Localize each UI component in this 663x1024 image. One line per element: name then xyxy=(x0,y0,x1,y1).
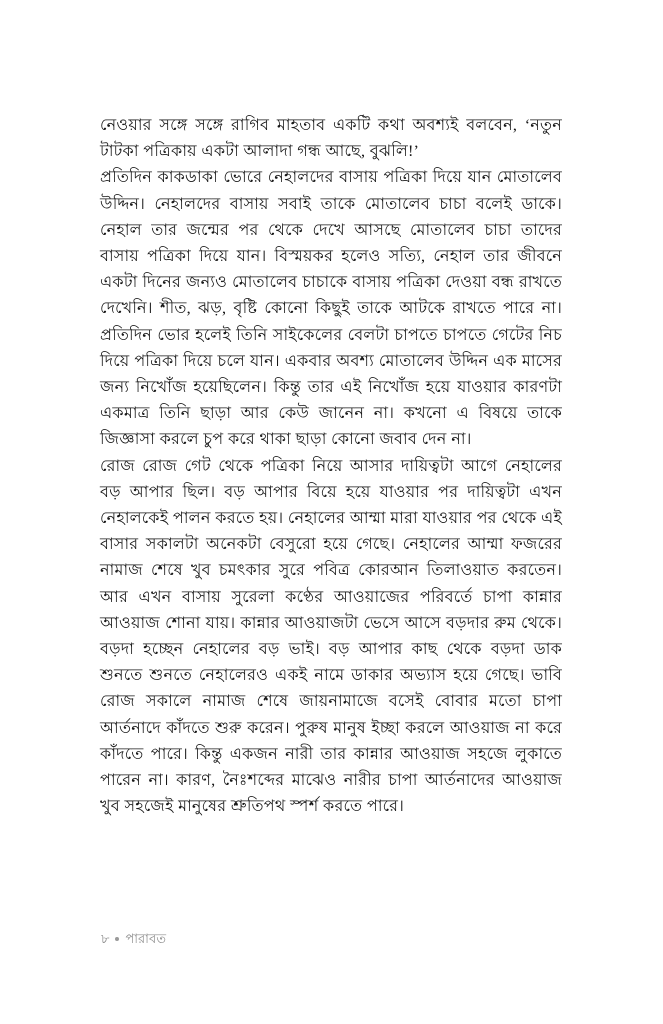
paragraph-1: নেওয়ার সঙ্গে সঙ্গে রাগিব মাহতাব একটি কথা অবশ্যই বলবেন, ‘নতুন টাটকা পত্রিকায় একটা আলাদা গন্ধ আছে, বুঝলি!’ xyxy=(100,116,562,161)
paragraph-3: রোজ রোজ গেট থেকে পত্রিকা নিয়ে আসার দায়িত্বটা আগে নেহালের বড় আপার ছিল। বড় আপার বিয়ে হয়ে যাওয়ার পর দায়িত্বটা এখন নেহালকেই পালন করতে হয়। নেহালের আম্মা মারা যাওয়ার পর থেকে এই বাসার সকালটা অনেকটা বেসুরো হয়ে গেছে। নেহালের আম্মা ফজরের নামাজ শেষে খুব চমৎকার সুরে পবিত্র কোরআন তিলাওয়াত করতেন। আর এখন বাসায় সুরেলা কণ্ঠের আওয়াজের পরিবর্তে চাপা কান্নার আওয়াজ শোনা যায়। কান্নার আওয়াজটা ভেসে আসে বড়দার রুম থেকে। বড়দা হচ্ছেন নেহালের বড় ভাই। বড় আপার কাছ থেকে বড়দা ডাক শুনতে শুনতে নেহালেরও একই নামে ডাকার অভ্যাস হয়ে গেছে। ভাবি রোজ সকালে নামাজ শেষে জায়নামাজে বসেই বোবার মতো চাপা আর্তনাদে কাঁদতে শুরু করেন। পুরুষ মানুষ ইচ্ছা করলে আওয়াজ না করে কাঁদতে পারে। কিন্তু একজন নারী তার কান্নার আওয়াজ সহজে লুকাতে পারেন না। কারণ, নৈঃশব্দের মাঝেও নারীর চাপা আর্তনাদের আওয়াজ খুব সহজেই মানুষের শ্রুতিপথ স্পর্শ করতে পারে। xyxy=(100,456,562,816)
book-title: পারাবত xyxy=(125,931,166,946)
page-text-block xyxy=(100,112,562,819)
page-number: ৮ xyxy=(101,931,110,946)
bullet-separator-icon xyxy=(115,937,119,941)
page-footer xyxy=(101,930,166,948)
paragraph-2: প্রতিদিন কাকডাকা ভোরে নেহালদের বাসায় পত্রিকা দিয়ে যান মোতালেব উদ্দিন। নেহালদের বাসায় সবাই তাকে মোতালেব চাচা বলেই ডাকে। নেহাল তার জন্মের পর থেকে দেখে আসছে মোতালেব চাচা তাদের বাসায় পত্রিকা দিয়ে যান। বিস্ময়কর হলেও সত্যি, নেহাল তার জীবনে একটা দিনের জন্যও মোতালেব চাচাকে বাসায় পত্রিকা দেওয়া বন্ধ রাখতে দেখেনি। শীত, ঝড়, বৃষ্টি কোনো কিছুই তাকে আটকে রাখতে পারে না। প্রতিদিন ভোর হলেই তিনি সাইকেলের বেলটা চাপতে চাপতে গেটের নিচ দিয়ে পত্রিকা দিয়ে চলে যান। একবার অবশ্য মোতালেব উদ্দিন এক মাসের জন্য নিখোঁজ হয়েছিলেন। কিন্তু তার এই নিখোঁজ হয়ে যাওয়ার কারণটা একমাত্র তিনি ছাড়া আর কেউ জানেন না। কখনো এ বিষয়ে তাকে জিজ্ঞাসা করলে চুপ করে থাকা ছাড়া কোনো জবাব দেন না। xyxy=(100,168,562,449)
